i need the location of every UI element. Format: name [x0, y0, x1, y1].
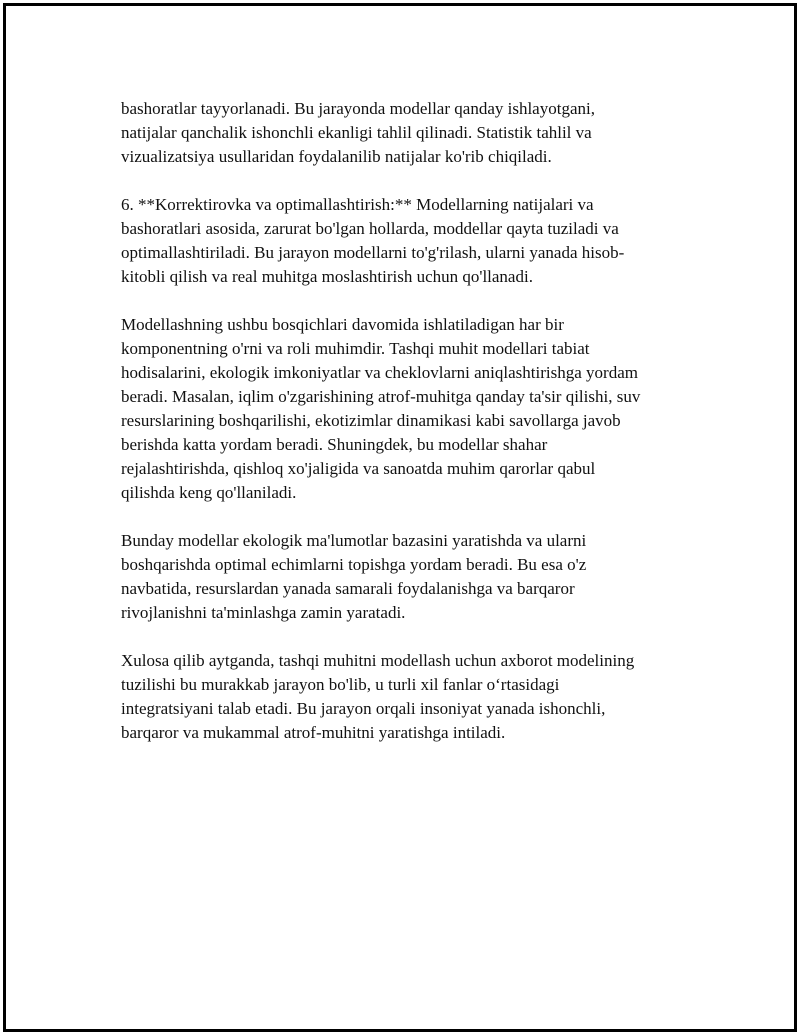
- paragraph-correction-optimization: 6. **Korrektirovka va optimallashtirish:** Modellarning natijalari va bashoratlari asosida, zarurat bo'lgan hollarda, moddellar qayta tuziladi va optimallashtiriladi. Bu jarayon modellarni to'g'rilash, ularni yanada hisob- kitobli qilish va real muhitga moslashtirish uchun qo'llanadi.: [121, 195, 625, 286]
- paragraph-ecological-database: Bunday modellar ekologik ma'lumotlar bazasini yaratishda va ularni boshqarishda optimal echimlarni topishga yordam beradi. Bu esa o'z navbatida, resurslardan yanada samarali foydalanishga va barqaror rivojlanishni ta'minlashga zamin yaratadi.: [121, 531, 587, 622]
- page-frame: [3, 3, 797, 1032]
- paragraph-analysis-continuation: bashoratlar tayyorlanadi. Bu jarayonda modellar qanday ishlayotgani, natijalar qanchalik ishonchli ekanligi tahlil qilinadi. Statistik tahlil va vizualizatsiya usullaridan foydalanilib natijalar ko'rib chiqiladi.: [121, 99, 595, 166]
- paragraph-modeling-stages: Modellashning ushbu bosqichlari davomida ishlatiladigan har bir komponentning o'rni va roli muhimdir. Tashqi muhit modellari tabiat hodisalarini, ekologik imkoniyatlar va cheklovlarni aniqlashtirishga yordam beradi. Masalan, iqlim o'zgarishining atrof-muhitga qanday ta'sir qilishi, suv resurslarining boshqarilishi, ekotizimlar dinamikasi kabi savollarga javob berishda katta yordam beradi. Shuningdek, bu modellar shahar rejalashtirishda, qishloq xo'jaligida va sanoatda muhim qarorlar qabul qilishda keng qo'llaniladi.: [121, 315, 641, 502]
- paragraph-conclusion: Xulosa qilib aytganda, tashqi muhitni modellash uchun axborot modelining tuzilishi bu murakkab jarayon bo'lib, u turli xil fanlar o‘rtasidagi integratsiyani talab etadi. Bu jarayon orqali insoniyat yanada ishonchli, barqaror va mukammal atrof-muhitni yaratishga intiladi.: [121, 651, 635, 742]
- page-content: [121, 97, 681, 769]
